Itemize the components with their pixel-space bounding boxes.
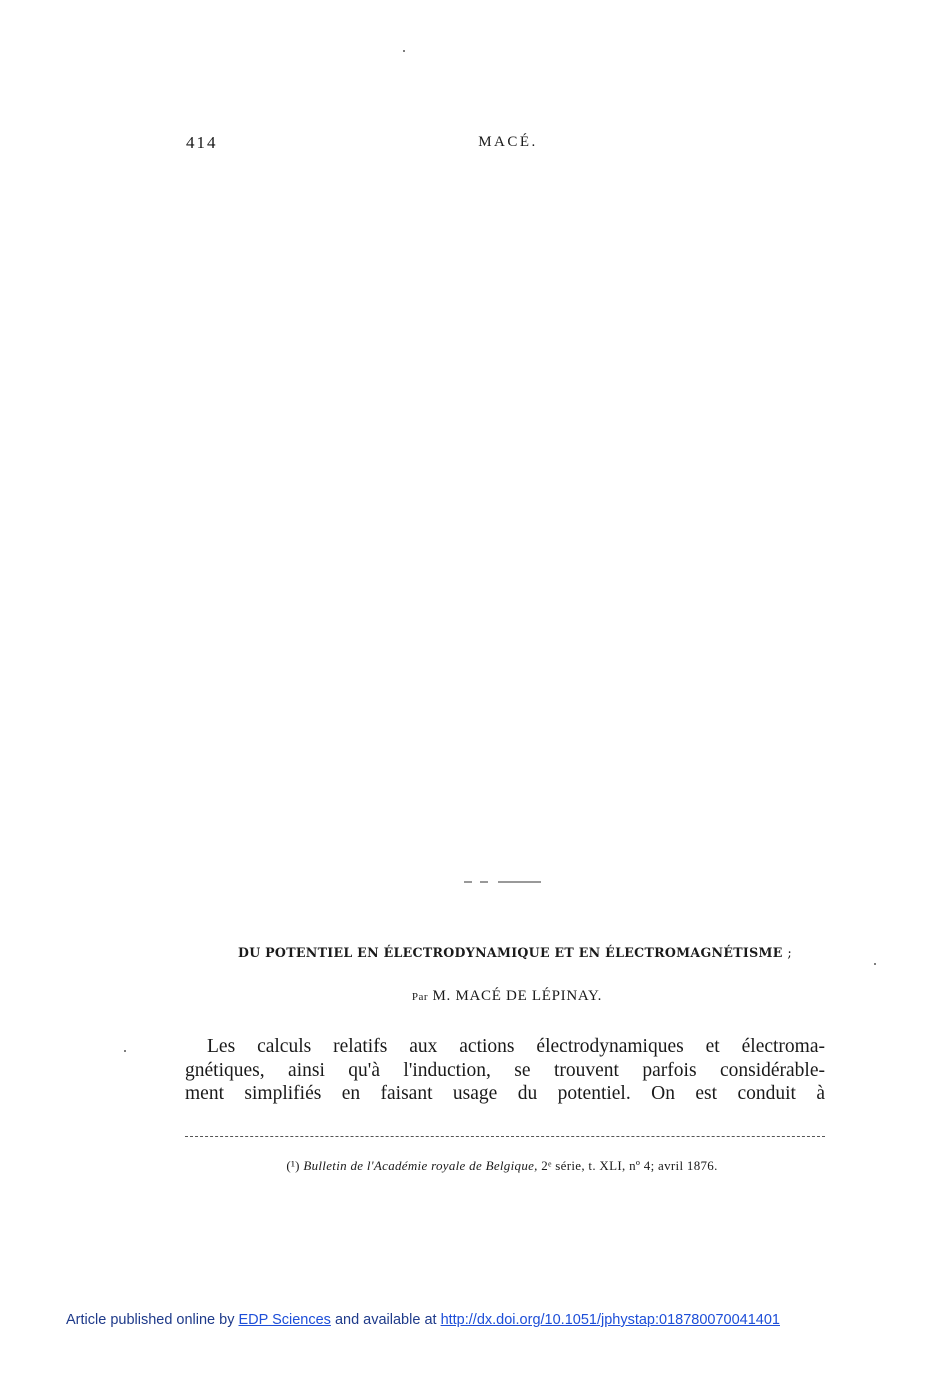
publisher-note-prefix: Article published online by (66, 1312, 235, 1328)
byline-author: M. MACÉ DE LÉPINAY. (432, 988, 603, 1004)
publisher-link[interactable]: EDP Sciences (238, 1312, 331, 1328)
footnote-rule (185, 1136, 825, 1137)
doi-link[interactable]: http://dx.doi.org/10.1051/jphystap:018780070041401 (440, 1312, 780, 1328)
footnote (0, 1158, 930, 1174)
body-line: gnétiques, ainsi qu'à l'induction, se trouvent parfois considérable- (185, 1059, 825, 1081)
page-number: 414 (186, 133, 218, 152)
footnote-marker: (¹) (286, 1158, 300, 1173)
body-line: Les calculs relatifs aux actions électrodynamiques et électroma- (207, 1036, 825, 1057)
article-title-text: DU POTENTIEL EN ÉLECTRODYNAMIQUE ET EN ÉLECTROMAGNÉTISME (237, 945, 783, 960)
title-punctuation: ; (787, 946, 793, 961)
section-separator (462, 877, 542, 887)
running-head: MACÉ. (478, 134, 538, 150)
article-title (120, 945, 910, 961)
body-paragraph (185, 1035, 825, 1106)
byline-prefix: Par (411, 991, 429, 1003)
publisher-note-middle: and available at (334, 1312, 437, 1328)
publisher-note (66, 1312, 780, 1328)
footnote-source: Bulletin de l'Académie royale de Belgique, (303, 1158, 538, 1173)
footnote-details: 2ᵉ série, t. XLI, nº 4; avril 1876. (541, 1158, 718, 1173)
scan-speck (124, 1050, 126, 1052)
scan-speck (874, 963, 876, 965)
body-line: ment simplifiés en faisant usage du potentiel. On est conduit à (185, 1083, 825, 1104)
byline (0, 988, 930, 1005)
scan-speck (403, 50, 405, 52)
